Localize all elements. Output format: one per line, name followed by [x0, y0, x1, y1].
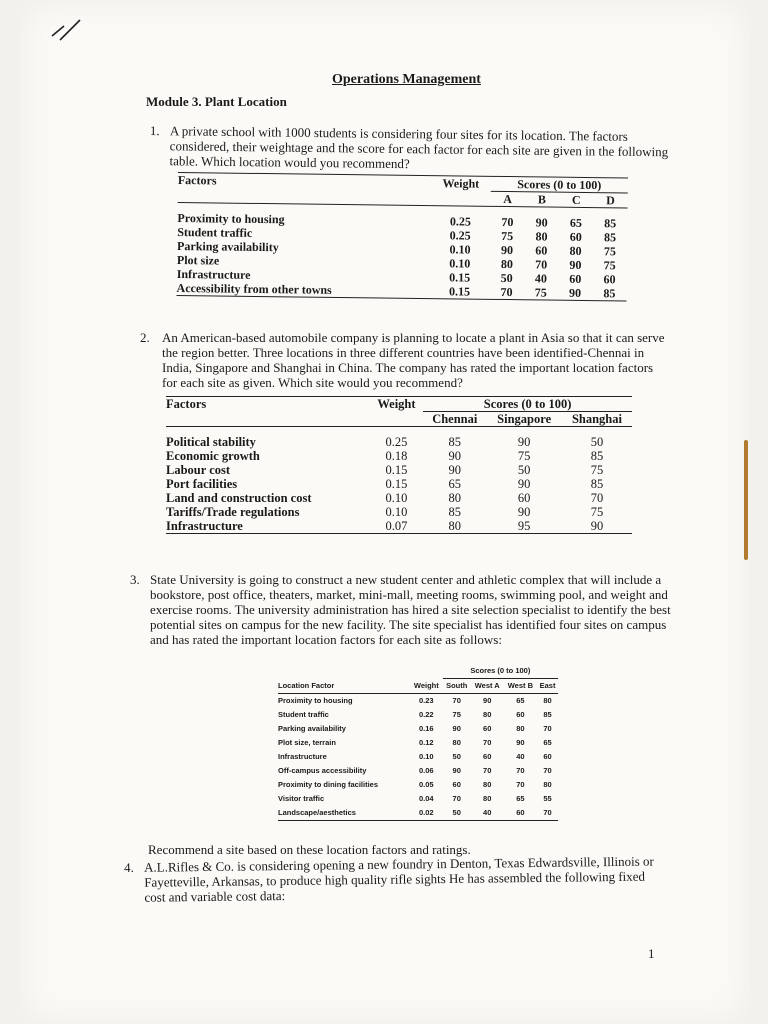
weight-cell: 0.16 — [419, 724, 434, 733]
question-text: State University is going to construct a new student center and athletic complex that will include a bookstore, post office, theaters, market, mini-mall, meeting rooms, swimming pool, and weight and exercise rooms. The university administration has hired a site selection specialist to identify the best potential sites on campus for the new facility. The site specialist has identified four sites on campus and has rated the important location factors for each site as follows: — [150, 572, 671, 647]
score-cell: 80 — [516, 724, 525, 733]
score-cell: 65 — [569, 215, 583, 230]
weight-cell: 0.10 — [419, 752, 434, 761]
factor-cell: Accessibility from other towns — [176, 280, 332, 297]
question-text: A private school with 1000 students is considering four sites for its location. The factors considered, their weightage and the score for each factor for each site are given in the following table. Which location would you recommend? — [169, 123, 669, 172]
score-cell: 80 — [448, 519, 462, 533]
table-1 — [176, 172, 627, 301]
score-cell: 70 — [535, 257, 548, 272]
score-cell: 85 — [590, 449, 604, 463]
score-cell: 90 — [535, 215, 548, 230]
factor-cell: Proximity to housing — [177, 210, 285, 227]
header-weight: Weight — [442, 176, 480, 191]
weight-cell: 0.15 — [385, 463, 408, 477]
weight-cell: 0.18 — [385, 449, 408, 463]
header-site: D — [593, 193, 628, 208]
score-cell: 90 — [517, 435, 531, 449]
factor-cell: Off-campus accessibility — [278, 766, 367, 775]
table-2 — [166, 396, 632, 534]
header-site: West A — [474, 681, 500, 690]
score-cell: 85 — [543, 710, 552, 719]
score-cell: 75 — [603, 244, 616, 259]
score-cell: 70 — [501, 214, 514, 230]
score-cell: 90 — [517, 477, 531, 491]
table-row — [278, 708, 558, 722]
weight-cell: 0.06 — [419, 766, 434, 775]
score-cell: 85 — [448, 505, 462, 519]
weight-cell: 0.04 — [419, 794, 434, 803]
score-cell: 60 — [516, 710, 525, 719]
weight-cell: 0.12 — [419, 738, 434, 747]
score-cell: 80 — [569, 243, 582, 258]
document-page — [20, 0, 750, 1024]
score-cell: 80 — [483, 780, 492, 789]
pen-mark-icon — [50, 14, 100, 44]
factor-cell: Landscape/aesthetics — [278, 808, 356, 817]
weight-cell: 0.23 — [419, 696, 434, 705]
factor-cell: Proximity to dining facilities — [278, 780, 379, 789]
header-site: Shanghai — [562, 412, 632, 427]
score-cell: 60 — [569, 229, 582, 244]
recommend-text: Recommend a site based on these location factors and ratings. — [148, 842, 471, 857]
factor-cell: Visitor traffic — [278, 794, 325, 803]
factor-cell: Student traffic — [177, 224, 253, 240]
score-cell: 90 — [568, 285, 582, 300]
table-3 — [278, 664, 558, 821]
score-cell: 90 — [448, 449, 462, 463]
score-cell: 85 — [604, 216, 617, 231]
table-row — [278, 722, 558, 736]
question-number: 4. — [124, 859, 134, 875]
table-row — [166, 463, 632, 477]
score-cell: 60 — [535, 243, 548, 258]
factor-cell: Proximity to housing — [278, 696, 353, 705]
header-factors: Factors — [177, 173, 217, 188]
score-cell: 85 — [603, 286, 616, 301]
score-cell: 75 — [603, 258, 616, 273]
score-cell: 55 — [543, 794, 552, 803]
factor-cell: Infrastructure — [166, 519, 243, 533]
table-row — [278, 778, 558, 792]
score-cell: 50 — [517, 463, 531, 477]
score-cell: 75 — [590, 505, 604, 519]
score-cell: 60 — [483, 752, 492, 761]
score-cell: 90 — [452, 766, 461, 775]
header-site: A — [490, 191, 524, 206]
score-cell: 70 — [500, 284, 513, 300]
table-row — [278, 694, 558, 709]
score-cell: 60 — [517, 491, 531, 505]
score-cell: 90 — [452, 724, 461, 733]
weight-cell: 0.15 — [449, 270, 471, 285]
score-cell: 65 — [448, 477, 462, 491]
factor-cell: Parking availability — [177, 238, 279, 255]
factor-cell: Plot size, terrain — [278, 738, 336, 747]
score-cell: 75 — [517, 449, 531, 463]
score-cell: 90 — [500, 242, 514, 258]
score-cell: 90 — [483, 696, 492, 705]
weight-cell: 0.10 — [385, 505, 408, 519]
score-cell: 40 — [516, 752, 525, 761]
score-cell: 90 — [517, 505, 531, 519]
question-number: 3. — [130, 572, 140, 587]
score-cell: 70 — [543, 766, 552, 775]
page-title: Operations Management — [332, 72, 481, 87]
score-cell: 70 — [516, 766, 525, 775]
header-site: Singapore — [486, 412, 562, 427]
header-site: West B — [507, 681, 534, 690]
score-cell: 70 — [483, 766, 492, 775]
table-row — [278, 750, 558, 764]
score-cell: 70 — [452, 696, 461, 705]
score-cell: 90 — [569, 257, 582, 272]
score-cell: 90 — [516, 738, 525, 747]
table-row — [166, 477, 632, 491]
score-cell: 75 — [590, 463, 604, 477]
page-number: 1 — [648, 946, 655, 961]
table-row — [166, 519, 632, 534]
score-cell: 75 — [501, 228, 514, 244]
score-cell: 60 — [516, 808, 525, 817]
table-row — [166, 505, 632, 519]
score-cell: 50 — [500, 270, 513, 286]
score-cell: 40 — [483, 808, 492, 817]
score-cell: 85 — [448, 435, 462, 449]
score-cell: 80 — [535, 229, 548, 244]
header-scores: Scores (0 to 100) — [443, 664, 558, 679]
factor-cell: Economic growth — [166, 449, 260, 463]
weight-cell: 0.15 — [448, 284, 471, 299]
score-cell: 60 — [569, 271, 582, 286]
score-cell: 70 — [483, 738, 492, 747]
score-cell: 85 — [590, 477, 604, 491]
score-cell: 50 — [590, 435, 604, 449]
question-1 — [149, 123, 675, 172]
score-cell: 60 — [543, 752, 552, 761]
table-row — [278, 764, 558, 778]
factor-cell: Land and construction cost — [166, 491, 312, 505]
factor-cell: Student traffic — [278, 710, 329, 719]
weight-cell: 0.15 — [385, 477, 408, 491]
factor-cell: Tariffs/Trade regulations — [166, 505, 300, 519]
module-heading: Module 3. Plant Location — [146, 94, 287, 109]
score-cell: 85 — [603, 230, 617, 245]
table-row — [166, 435, 632, 449]
score-cell: 80 — [543, 780, 552, 789]
score-cell: 70 — [452, 794, 461, 803]
score-cell: 80 — [500, 256, 513, 272]
page-edge-mark — [744, 440, 748, 560]
header-scores: Scores (0 to 100) — [483, 397, 572, 411]
score-cell: 65 — [516, 696, 525, 705]
header-site: Chennai — [423, 412, 486, 427]
weight-cell: 0.02 — [419, 808, 434, 817]
header-site: C — [559, 192, 593, 207]
factor-cell: Labour cost — [166, 463, 231, 477]
factor-cell: Infrastructure — [278, 752, 327, 761]
score-cell: 50 — [452, 752, 461, 761]
question-text: An American-based automobile company is planning to locate a plant in Asia so that it can serve the region better. Three locations in three different countries have been identified-Chennai in India, Singapore and Shanghai in China. The company has rated the important location factors for each site as given. Which site would you recommend? — [162, 330, 665, 390]
score-cell: 70 — [516, 780, 525, 789]
score-cell: 40 — [534, 271, 548, 286]
question-number: 1. — [149, 123, 160, 139]
weight-cell: 0.07 — [385, 519, 408, 533]
question-number: 2. — [140, 330, 150, 345]
score-cell: 50 — [452, 808, 461, 817]
header-site: East — [539, 681, 556, 690]
weight-cell: 0.22 — [419, 710, 434, 719]
score-cell: 65 — [516, 794, 525, 803]
score-cell: 70 — [590, 491, 604, 505]
weight-cell: 0.05 — [419, 780, 434, 789]
factor-cell: Plot size — [176, 252, 220, 268]
question-text: A.L.Rifles & Co. is considering opening a new foundry in Denton, Texas Edwardsville, Illinois or Fayetteville, Arkansas, to produce high quality rifle sights He has assembled the following fixed cost and variable cost data: — [143, 853, 654, 905]
weight-cell: 0.10 — [449, 256, 471, 271]
table-row — [278, 792, 558, 806]
score-cell: 95 — [517, 519, 531, 533]
header-factor: Location Factor — [278, 680, 335, 690]
score-cell: 75 — [452, 710, 461, 719]
table-row — [166, 491, 632, 505]
factor-cell: Infrastructure — [176, 266, 251, 282]
score-cell: 70 — [543, 808, 552, 817]
score-cell: 90 — [590, 519, 604, 533]
score-cell: 80 — [483, 794, 492, 803]
header-scores: Scores (0 to 100) — [517, 177, 602, 193]
weight-cell: 0.25 — [449, 228, 471, 243]
score-cell: 60 — [452, 780, 461, 789]
weight-cell: 0.25 — [449, 214, 471, 229]
header-weight: Weight — [413, 680, 439, 690]
score-cell: 60 — [483, 724, 492, 733]
header-site: B — [525, 192, 559, 207]
table-row — [278, 736, 558, 750]
score-cell: 80 — [543, 696, 552, 705]
table-row — [166, 449, 632, 463]
score-cell: 80 — [452, 738, 461, 747]
header-site: South — [446, 681, 468, 690]
score-cell: 60 — [603, 272, 616, 287]
header-weight: Weight — [377, 397, 416, 412]
weight-cell: 0.10 — [385, 491, 408, 505]
score-cell: 65 — [543, 738, 552, 747]
weight-cell: 0.25 — [385, 435, 408, 449]
factor-cell: Port facilities — [166, 477, 238, 491]
score-cell: 80 — [448, 491, 462, 505]
table-row — [278, 806, 558, 821]
factor-cell: Political stability — [166, 435, 256, 449]
header-factors: Factors — [166, 397, 207, 412]
score-cell: 70 — [543, 724, 552, 733]
factor-cell: Parking availability — [278, 724, 346, 733]
score-cell: 80 — [483, 710, 492, 719]
score-cell: 75 — [534, 285, 547, 300]
score-cell: 90 — [448, 463, 462, 477]
weight-cell: 0.10 — [449, 242, 471, 257]
